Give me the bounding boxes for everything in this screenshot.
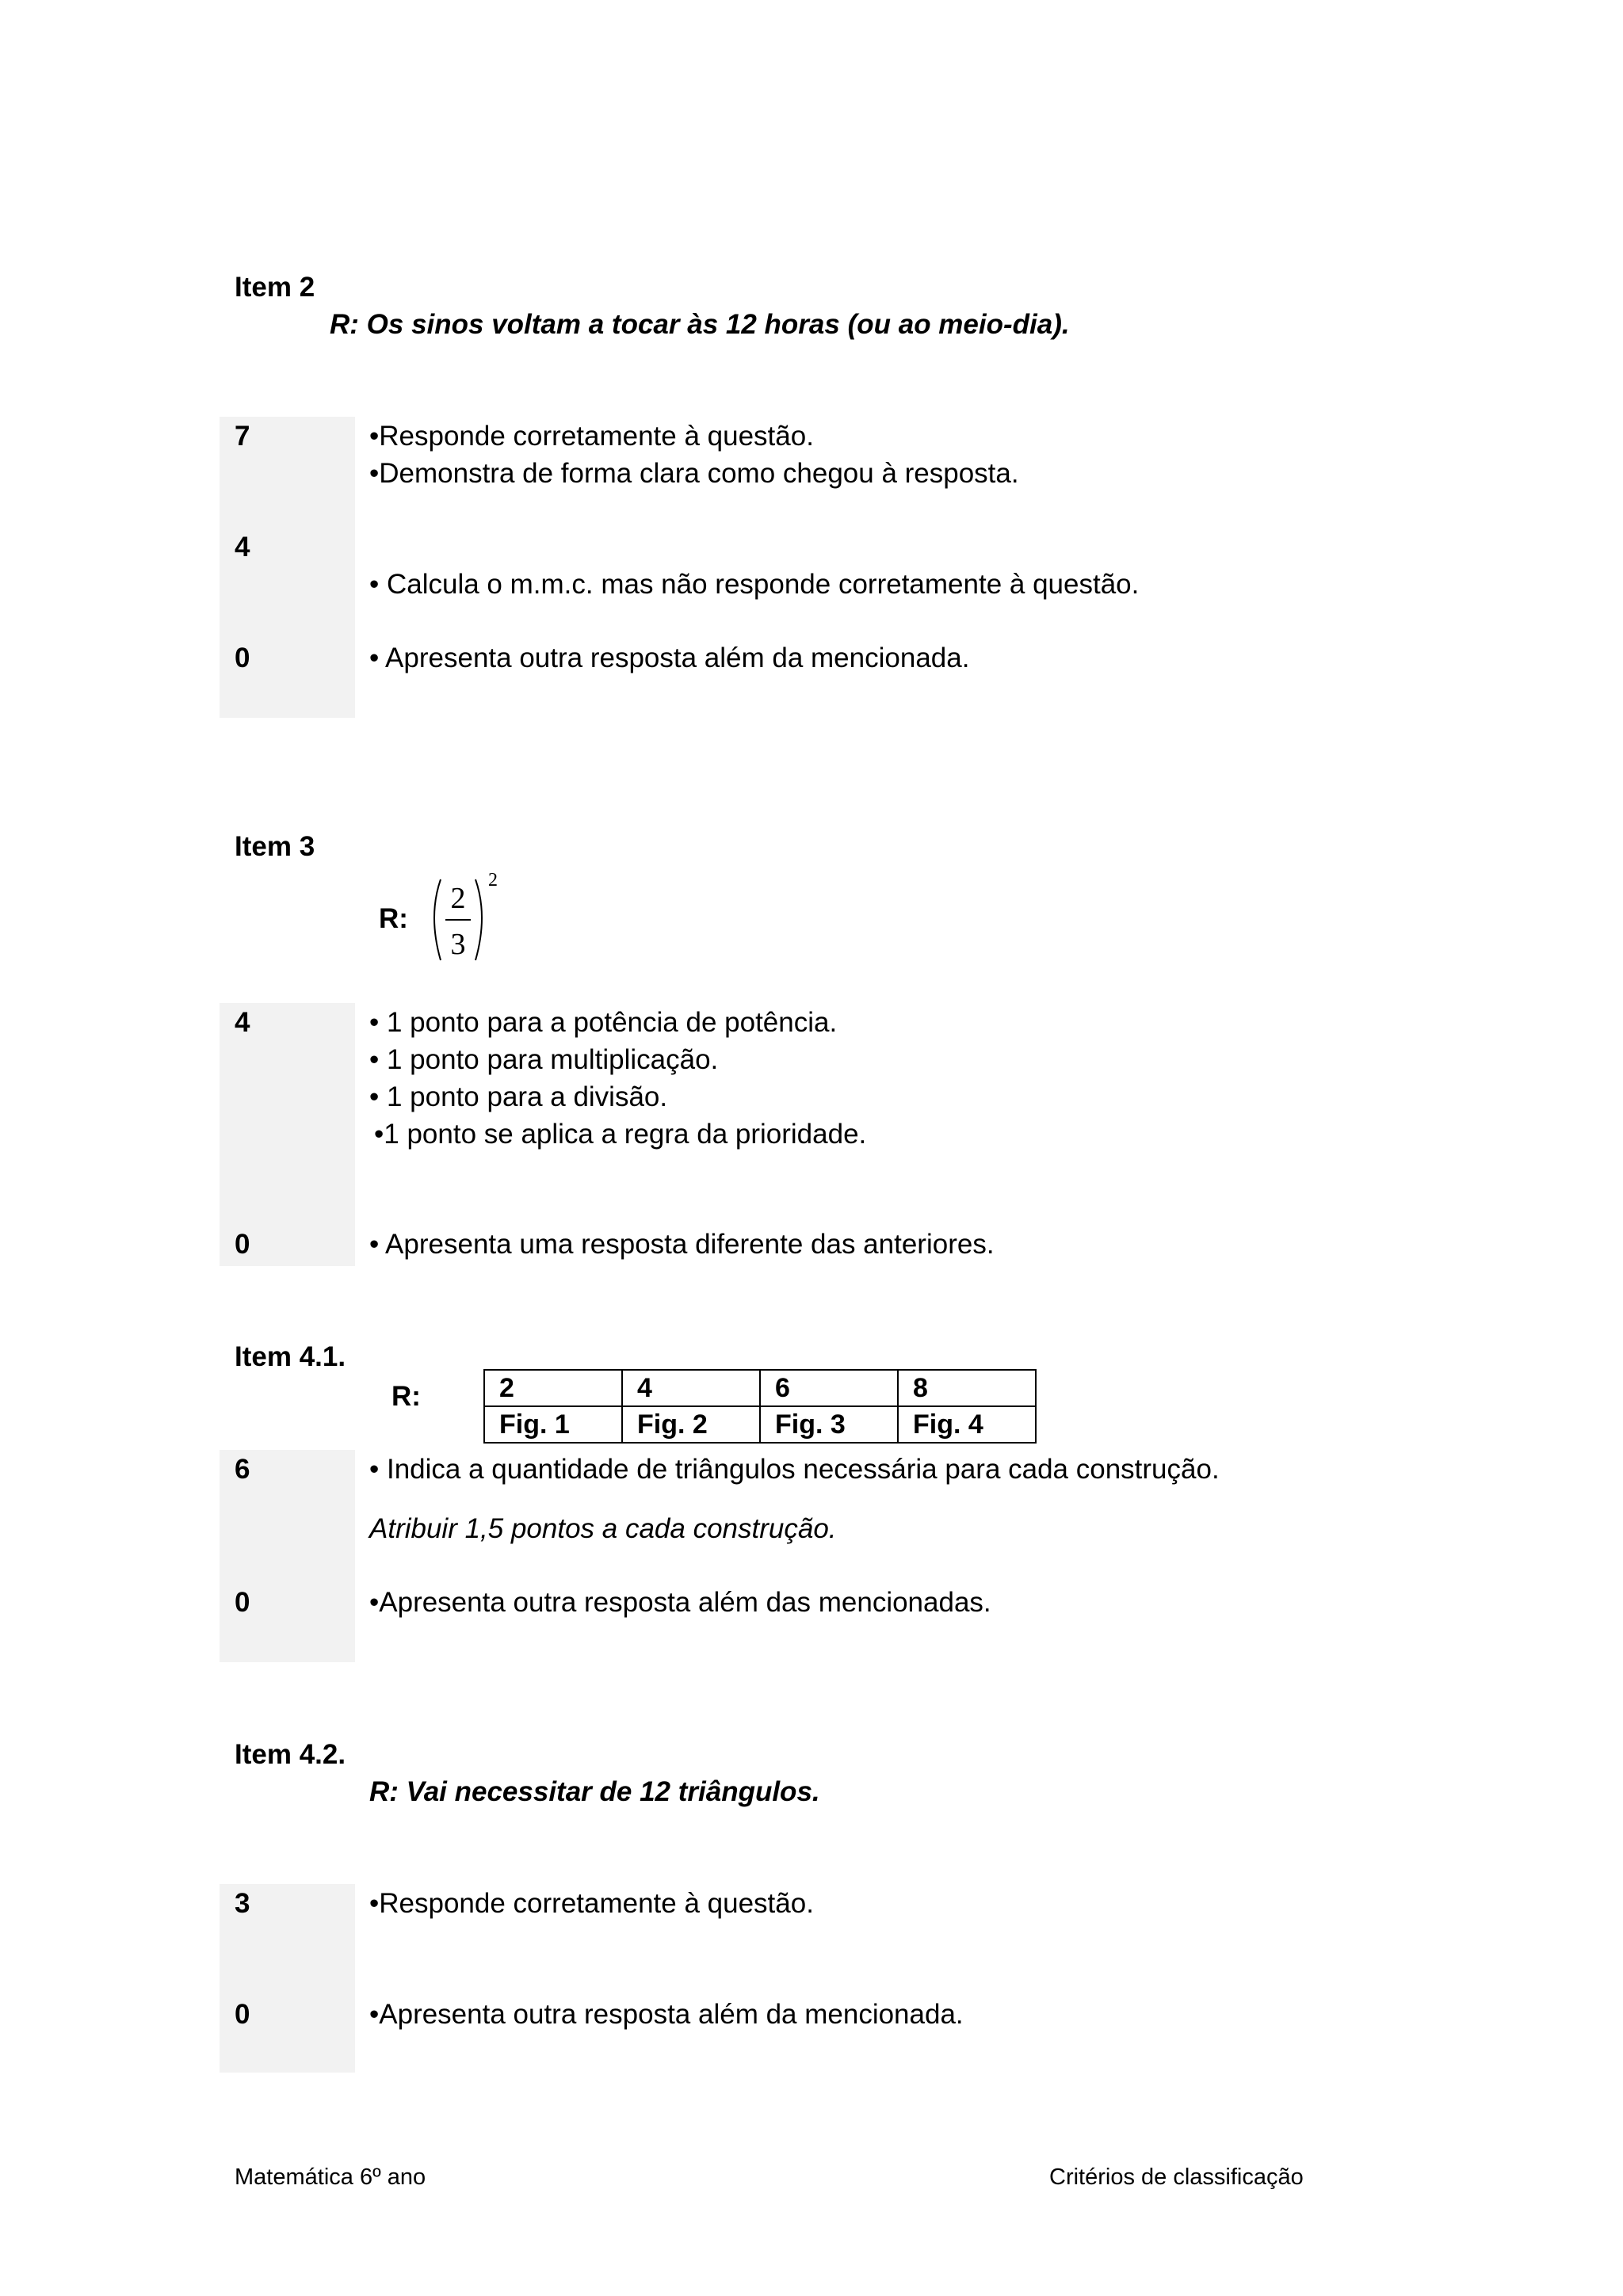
item2-score-0: 0 xyxy=(235,643,250,673)
table-cell: Fig. 3 xyxy=(760,1406,898,1443)
item41-answer-table xyxy=(483,1369,1037,1444)
item42-criterion-2: •Apresenta outra resposta além da mencionada. xyxy=(369,1999,964,2030)
item2-criterion-2: •Demonstra de forma clara como chegou à resposta. xyxy=(369,458,1019,489)
item2-title: Item 2 xyxy=(235,272,315,303)
item3-score-4: 4 xyxy=(235,1007,250,1038)
item42-score-3: 3 xyxy=(235,1888,250,1919)
item42-answer: R: Vai necessitar de 12 triângulos. xyxy=(369,1776,820,1807)
item41-score-6: 6 xyxy=(235,1454,250,1485)
item41-score-0: 0 xyxy=(235,1587,250,1618)
table-cell: Fig. 1 xyxy=(484,1406,622,1443)
item41-note: Atribuir 1,5 pontos a cada construção. xyxy=(369,1513,837,1544)
item41-criterion-1: • Indica a quantidade de triângulos necessária para cada construção. xyxy=(369,1454,1220,1485)
table-row xyxy=(484,1370,1036,1406)
item3-criterion-2: • 1 ponto para multiplicação. xyxy=(369,1044,719,1075)
fraction-exponent: 2 xyxy=(488,870,498,891)
table-cell: 2 xyxy=(484,1370,622,1406)
table-cell: 8 xyxy=(898,1370,1036,1406)
table-row xyxy=(484,1406,1036,1443)
fraction-numerator: 2 xyxy=(450,882,466,915)
item41-answer-label: R: xyxy=(391,1381,421,1412)
item3-criterion-1: • 1 ponto para a potência de potência. xyxy=(369,1007,838,1038)
item3-criterion-4: •1 ponto se aplica a regra da prioridade. xyxy=(374,1119,867,1150)
item42-title: Item 4.2. xyxy=(235,1739,346,1770)
item3-score-0: 0 xyxy=(235,1229,250,1260)
fraction-denominator: 3 xyxy=(450,928,466,961)
item2-criterion-1: •Responde corretamente à questão. xyxy=(369,421,814,452)
item42-score-0: 0 xyxy=(235,1999,250,2030)
item2-criterion-3: • Calcula o m.m.c. mas não responde corretamente à questão. xyxy=(369,569,1140,600)
footer-right: Critérios de classificação xyxy=(1049,2164,1304,2190)
footer-left: Matemática 6º ano xyxy=(235,2164,426,2190)
table-cell: Fig. 4 xyxy=(898,1406,1036,1443)
item41-title: Item 4.1. xyxy=(235,1341,346,1372)
item3-answer-label: R: xyxy=(379,903,408,934)
item42-criterion-1: •Responde corretamente à questão. xyxy=(369,1888,814,1919)
table-cell: 6 xyxy=(760,1370,898,1406)
item3-criterion-3: • 1 ponto para a divisão. xyxy=(369,1081,668,1112)
item2-score-4: 4 xyxy=(235,532,250,563)
item2-criterion-4: • Apresenta outra resposta além da mencionada. xyxy=(369,643,970,673)
table-cell: 4 xyxy=(622,1370,760,1406)
item3-title: Item 3 xyxy=(235,831,315,862)
item2-answer: R: Os sinos voltam a tocar às 12 horas (ou ao meio-dia). xyxy=(330,309,1070,340)
table-cell: Fig. 2 xyxy=(622,1406,760,1443)
item3-fraction xyxy=(425,868,504,967)
item3-criterion-5: • Apresenta uma resposta diferente das anteriores. xyxy=(369,1229,995,1260)
item2-score-7: 7 xyxy=(235,421,250,452)
item41-criterion-2: •Apresenta outra resposta além das mencionadas. xyxy=(369,1587,991,1618)
